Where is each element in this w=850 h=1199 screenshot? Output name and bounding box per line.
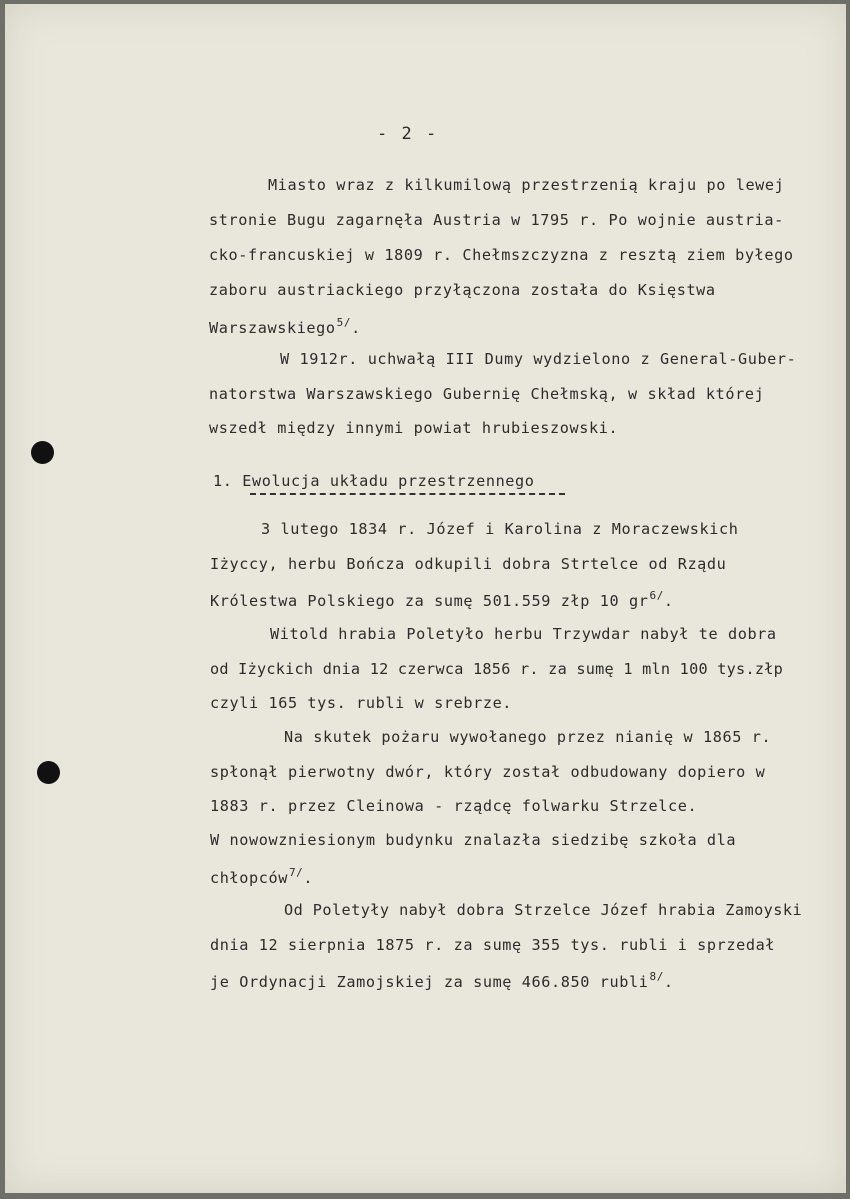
text-line: chłopców$^{7/}$.	[210, 866, 314, 887]
text-line: Od Poletyły nabył dobra Strzelce Józef hrabia Zamoyski	[284, 901, 803, 919]
punch-hole-bottom	[37, 761, 60, 784]
text-line: od Iżyckich dnia 12 czerwca 1856 r. za sumę 1 mln 100 tys.złp	[210, 660, 784, 678]
text-line: je Ordynacji Zamojskiej za sumę 466.850 rubli$^{8/}$.	[210, 970, 674, 991]
text-line: W nowowzniesionym budynku znalazła siedzibę szkoła dla	[210, 831, 737, 849]
footnote-ref: 7/	[288, 866, 304, 879]
text-line: W 1912r. uchwałą III Dumy wydzielono z General-Guber-	[280, 350, 797, 368]
text-line: Miasto wraz z kilkumilową przestrzenią kraju po lewej	[268, 176, 785, 194]
footnote-ref: 6/	[649, 589, 664, 602]
text-line: Królestwa Polskiego za sumę 501.559 złp 10 $gr^{6/}$.	[210, 589, 674, 610]
page-number: - 2 -	[377, 124, 439, 144]
text-line: wszedł między innymi powiat hrubieszowski.	[209, 419, 619, 437]
text-line: czyli 165 tys. rubli w srebrze.	[210, 694, 513, 712]
document-page	[5, 4, 846, 1193]
text-line: Na skutek pożaru wywołanego przez nianię w 1865 r.	[284, 728, 772, 746]
footnote-ref: 8/	[649, 970, 664, 983]
text-line: Iżyccy, herbu Bończa odkupili dobra Strtelce od Rządu	[210, 555, 727, 573]
punch-hole-top	[31, 441, 54, 464]
text-line: Witold hrabia Poletyło herbu Trzywdar nabył te dobra	[270, 625, 777, 643]
heading-underline	[250, 493, 565, 497]
section-heading: 1. Ewolucja układu przestrzennego	[213, 472, 535, 490]
footnote-ref: 5/	[336, 316, 352, 329]
text-line: dnia 12 sierpnia 1875 r. za sumę 355 tys. rubli i sprzedał	[210, 936, 776, 954]
text-line: natorstwa Warszawskiego Gubernię Chełmską, w skład której	[209, 385, 765, 403]
text-line: Warszawskiego$^{5/}$.	[209, 316, 361, 337]
text-line: stronie Bugu zagarnęła Austria w 1795 r. Po wojnie austria-	[209, 211, 784, 229]
text-line: spłonął pierwotny dwór, który został odbudowany dopiero w	[210, 763, 766, 781]
text-line: 1883 r. przez Cleinowa - rządcę folwarku Strzelce.	[210, 797, 698, 815]
text-line: 3 lutego 1834 r. Józef i Karolina z Moraczewskich	[261, 520, 739, 538]
text-line: zaboru austriackiego przyłączona została do Księstwa	[209, 281, 716, 299]
text-line: cko-francuskiej w 1809 r. Chełmszczyzna z resztą ziem byłego	[209, 246, 794, 264]
